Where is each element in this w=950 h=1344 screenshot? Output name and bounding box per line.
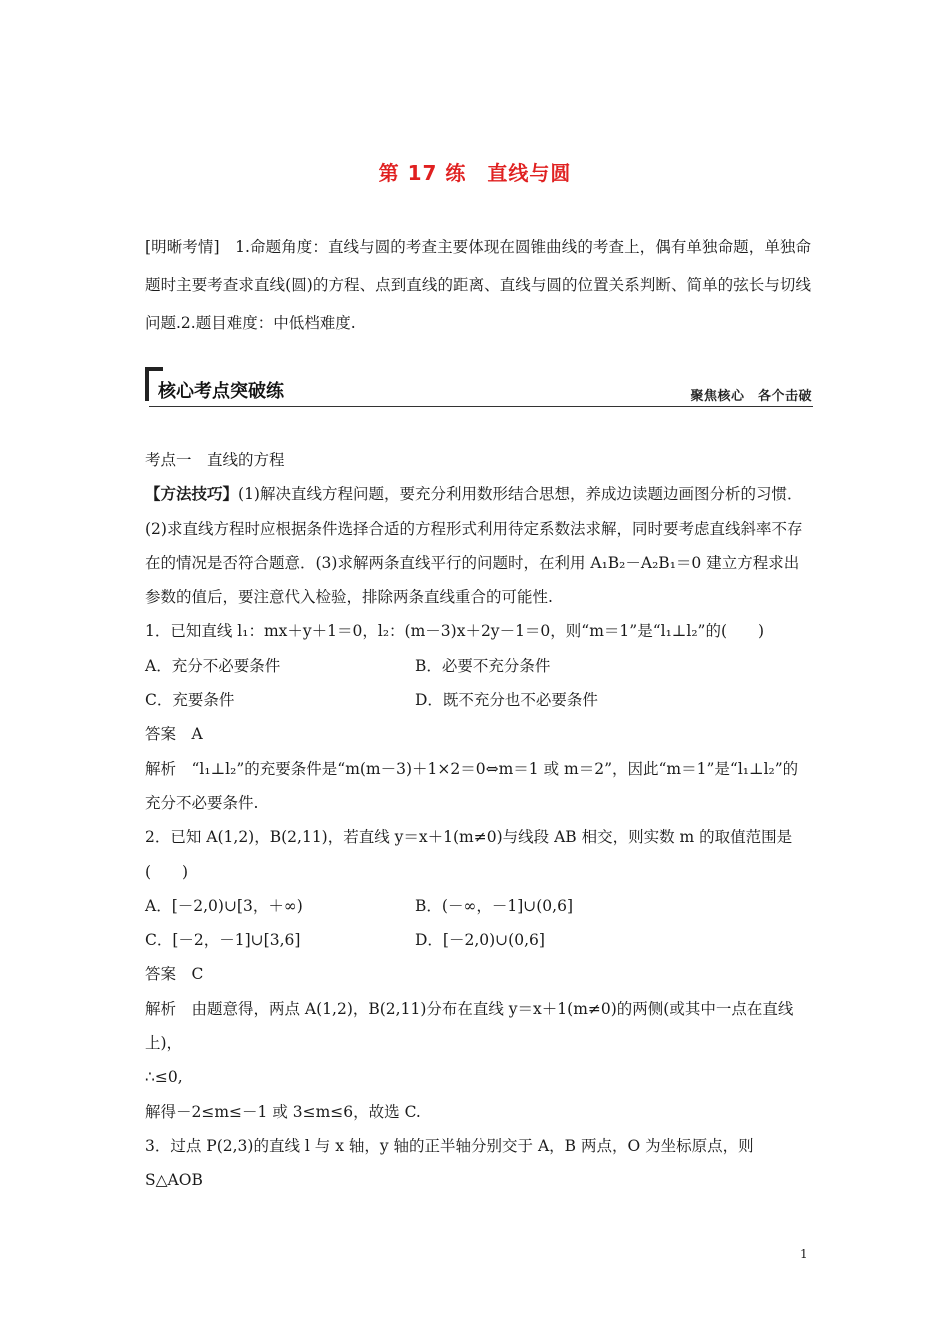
option-b: B．必要不充分条件 — [415, 656, 551, 675]
section-divider — [149, 406, 813, 407]
question-2-answer: 答案 C — [145, 965, 204, 984]
technique-paragraph — [145, 477, 811, 614]
question-1-analysis: 解析 “l₁⊥l₂”的充要条件是“m(m－3)＋1×2＝0⇔m＝1 或 m＝2”，因此“m＝1”是“l₁⊥l₂”的充分不必要条件. — [145, 759, 799, 812]
main-content — [145, 443, 811, 1198]
corner-mark-vertical — [145, 367, 149, 401]
question-1-answer: 答案 A — [145, 725, 203, 744]
page-number: 1 — [800, 1247, 808, 1261]
page-title: 第 17 练 直线与圆 — [378, 161, 572, 185]
topic-heading: 考点一 直线的方程 — [145, 451, 285, 469]
question-2-options-row-1 — [145, 889, 811, 923]
question-2-options-row-2 — [145, 923, 811, 957]
question-1-options-row-2 — [145, 683, 811, 717]
technique-text: (1)解决直线方程问题，要充分利用数形结合思想，养成边读题边画图分析的习惯．(2)求直线方程时应根据条件选择合适的方程形式利用待定系数法求解，同时要考虑直线斜率不存在的情况是否符合题意．(3)求解两条直线平行的问题时，在利用 A₁B₂－A₂B₁＝0 建立方程求出参数的值后，要注意代入检验，排除两条直线重合的可能性. — [145, 485, 803, 607]
section-subtitle: 聚焦核心 各个击破 — [690, 389, 812, 404]
option-b: B．(－∞，－1]∪(0,6] — [415, 896, 573, 915]
question-2-analysis-line-2: ∴≤0, — [145, 1068, 183, 1087]
option-c: C．[－2，－1]∪[3,6] — [145, 931, 301, 950]
option-a: A．充分不必要条件 — [145, 656, 281, 675]
option-a: A．[－2,0)∪[3，＋∞) — [145, 896, 303, 915]
option-d: D．[－2,0)∪(0,6] — [415, 931, 545, 950]
question-1-stem: 1．已知直线 l₁：mx＋y＋1＝0，l₂：(m－3)x＋2y－1＝0，则“m＝1”是“l₁⊥l₂”的( ) — [145, 622, 765, 641]
corner-mark-horizontal — [145, 367, 163, 371]
technique-label: 【方法技巧】 — [145, 485, 239, 504]
intro-paragraph: [明晰考情] 1.命题角度：直线与圆的考查主要体现在圆锥曲线的考查上，偶有单独命题，单独命题时主要考查求直线(圆)的方程、点到直线的距离、直线与圆的位置关系判断、简单的弦长与切线问题.2.题目难度：中低档难度. — [145, 238, 811, 332]
question-1-options-row-1 — [145, 649, 811, 683]
section-header — [145, 365, 813, 409]
question-3-stem: 3．过点 P(2,3)的直线 l 与 x 轴，y 轴的正半轴分别交于 A，B 两点，O 为坐标原点，则 S△AOB — [145, 1136, 754, 1190]
question-2-analysis: 解析 由题意得，两点 A(1,2)，B(2,11)分布在直线 y＝x＋1(m≠0)的两侧(或其中一点在直线上)， — [145, 999, 794, 1053]
question-2-analysis-line-3: 解得－2≤m≤－1 或 3≤m≤6，故选 C. — [145, 1102, 421, 1121]
option-d: D．既不充分也不必要条件 — [415, 691, 598, 710]
question-2-stem: 2．已知 A(1,2)，B(2,11)，若直线 y＝x＋1(m≠0)与线段 AB 相交，则实数 m 的取值范围是( ) — [145, 828, 793, 881]
section-title: 核心考点突破练 — [158, 381, 284, 402]
option-c: C．充要条件 — [145, 691, 235, 710]
